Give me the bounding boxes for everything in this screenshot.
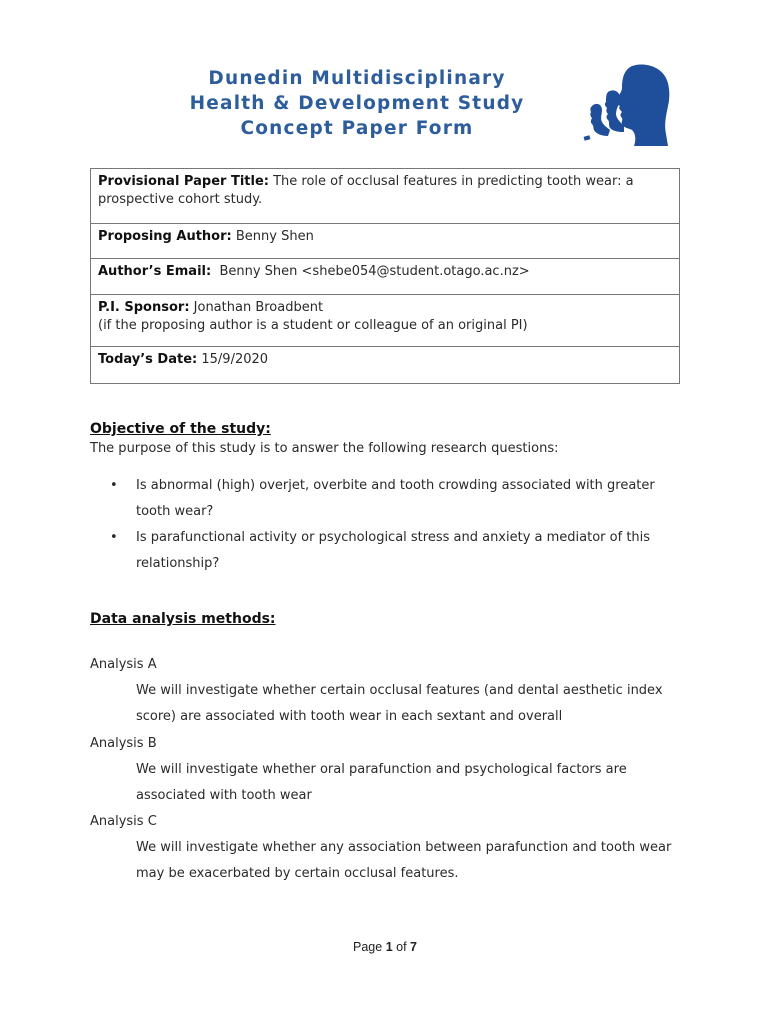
page-prefix: Page [353,940,383,954]
date-row [91,347,679,383]
objective-heading: Objective of the study: [90,421,271,437]
page-current: 1 [385,940,393,954]
sponsor-value: Jonathan Broadbent [193,300,324,315]
author-row [91,224,679,259]
date-label: Today’s Date: [98,352,198,367]
sponsor-note: (if the proposing author is a student or colleague of an original PI) [98,318,528,333]
title-line-3: Concept Paper Form [240,118,474,139]
list-item [110,473,690,525]
research-questions-list [110,473,690,577]
study-logo-icon [580,62,672,146]
analysis-c-desc: We will investigate whether any association between parafunction and tooth wear may be exacerbated by certain occlusal features. [136,840,672,881]
email-label: Author’s Email: [98,264,212,279]
analysis-b-desc: We will investigate whether oral parafunction and psychological factors are associated with tooth wear [136,762,627,803]
page-of: of [396,940,407,954]
author-value: Benny Shen [235,229,314,244]
methods-heading: Data analysis methods: [90,611,276,627]
title-line-2: Health & Development Study [189,93,525,114]
paper-info-table [90,168,680,384]
sponsor-label: P.I. Sponsor: [98,300,190,315]
bullet-icon: • [110,478,118,493]
sponsor-row [91,295,679,347]
objective-intro: The purpose of this study is to answer the following research questions: [90,441,559,456]
analysis-a-label: Analysis A [90,657,157,672]
form-title [150,66,564,141]
analysis-b-label: Analysis B [90,736,157,751]
list-item [110,525,690,577]
title-line-1: Dunedin Multidisciplinary [208,68,506,89]
page-footer [0,940,770,954]
email-row [91,259,679,295]
question-text: Is parafunctional activity or psychological stress and anxiety a mediator of this relationship? [136,530,651,571]
page-total: 7 [410,940,417,954]
date-value: 15/9/2020 [201,352,269,367]
paper-title-label: Provisional Paper Title: [98,174,269,189]
analysis-a-desc: We will investigate whether certain occlusal features (and dental aesthetic index score) are associated with tooth wear in each sextant and overall [136,683,663,724]
paper-title-row [91,169,679,224]
question-text: Is abnormal (high) overjet, overbite and tooth crowding associated with greater tooth wear? [136,478,655,519]
paper-title-value: The role of occlusal features in predicting tooth wear: a prospective cohort study. [98,174,634,207]
author-label: Proposing Author: [98,229,232,244]
bullet-icon: • [110,530,118,545]
email-value: Benny Shen <shebe054@student.otago.ac.nz> [219,264,530,279]
analysis-c-label: Analysis C [90,814,157,829]
